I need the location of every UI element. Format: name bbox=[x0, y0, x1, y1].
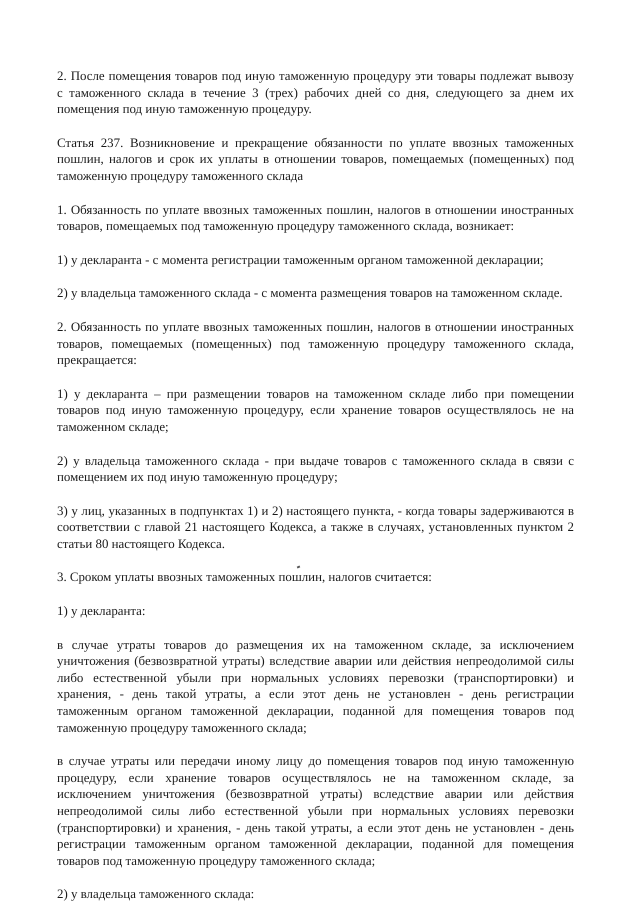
paragraph-9: 3) у лиц, указанных в подпунктах 1) и 2) настоящего пункта, - когда товары задерживаются в соответствии с главой 21 настоящего Кодекса, а также в случаях, установленных пунктом 2 статьи 80 настоящего Кодекса. bbox=[57, 503, 574, 551]
paragraph-6: 2. Обязанность по уплате ввозных таможенных пошлин, налогов в отношении иностранных товаров, помещаемых (помещенных) под таможенную процедуру таможенного склада, прекращается: bbox=[57, 319, 574, 368]
paragraph-7: 1) у декларанта – при размещении товаров на таможенном складе либо при помещении товаров под иную таможенную процедуру, если хранение товаров осуществлялось не на таможенном складе; bbox=[57, 386, 574, 434]
paragraph-14: 2) у владельца таможенного склада: bbox=[57, 887, 255, 902]
paragraph-4: 1) у декларанта - с момента регистрации таможенным органом таможенной декларации; bbox=[57, 252, 544, 267]
paragraph-3: 1. Обязанность по уплате ввозных таможенных пошлин, налогов в отношении иностранных товаров, помещаемых под таможенную процедуру таможенного склада, возникает: bbox=[57, 202, 574, 234]
paragraph-12: в случае утраты товаров до размещения их на таможенном складе, за исключением уничтожения (безвозвратной утраты) вследствие аварии или действия непреодолимой силы либо естественной убыли при нормальных условиях перевозки (транспортировки) и хранения, - день такой утраты, а если этот день не установлен - день регистрации таможенным органом таможенной декларации, поданной для помещения товаров под таможенную процедуру таможенного склада; bbox=[57, 637, 574, 735]
paragraph-10: 3. Сроком уплаты ввозных таможенных пошлин, налогов считается: bbox=[57, 570, 432, 585]
article-237-heading: Статья 237. Возникновение и прекращение обязанности по уплате ввозных таможенных пошлин, налогов и срок их уплаты в отношении товаров, помещаемых (помещенных) под таможенную процедуру таможенного склада bbox=[57, 135, 574, 183]
paragraph-11: 1) у декларанта: bbox=[57, 604, 146, 619]
document-page bbox=[57, 68, 574, 920]
paragraph-13: в случае утраты или передачи иному лицу до помещения товаров под иную таможенную процедуру, если хранение товаров осуществлялось не на таможенном складе, за исключением уничтожения (безвозвратной утраты) вследствие аварии или действия непреодолимой силы либо естественной убыли при нормальных условиях перевозки (транспортировки) и хранения, - день такой утраты, а если этот день не установлен - день регистрации таможенным органом таможенной декларации, поданной для помещения товаров под таможенную процедуру таможенного склада; bbox=[57, 754, 574, 868]
paragraph-5: 2) у владельца таможенного склада - с момента размещения товаров на таможенном складе. bbox=[57, 286, 563, 301]
paragraph-1: 2. После помещения товаров под иную таможенную процедуру эти товары подлежат вывозу с таможенного склада в течение 3 (трех) рабочих дней со дня, следующего за днем их помещения под иную таможенную процедуру. bbox=[57, 69, 574, 117]
paragraph-8: 2) у владельца таможенного склада - при выдаче товаров с таможенного склада в связи с помещением их под иную таможенную процедуру; bbox=[57, 453, 574, 485]
